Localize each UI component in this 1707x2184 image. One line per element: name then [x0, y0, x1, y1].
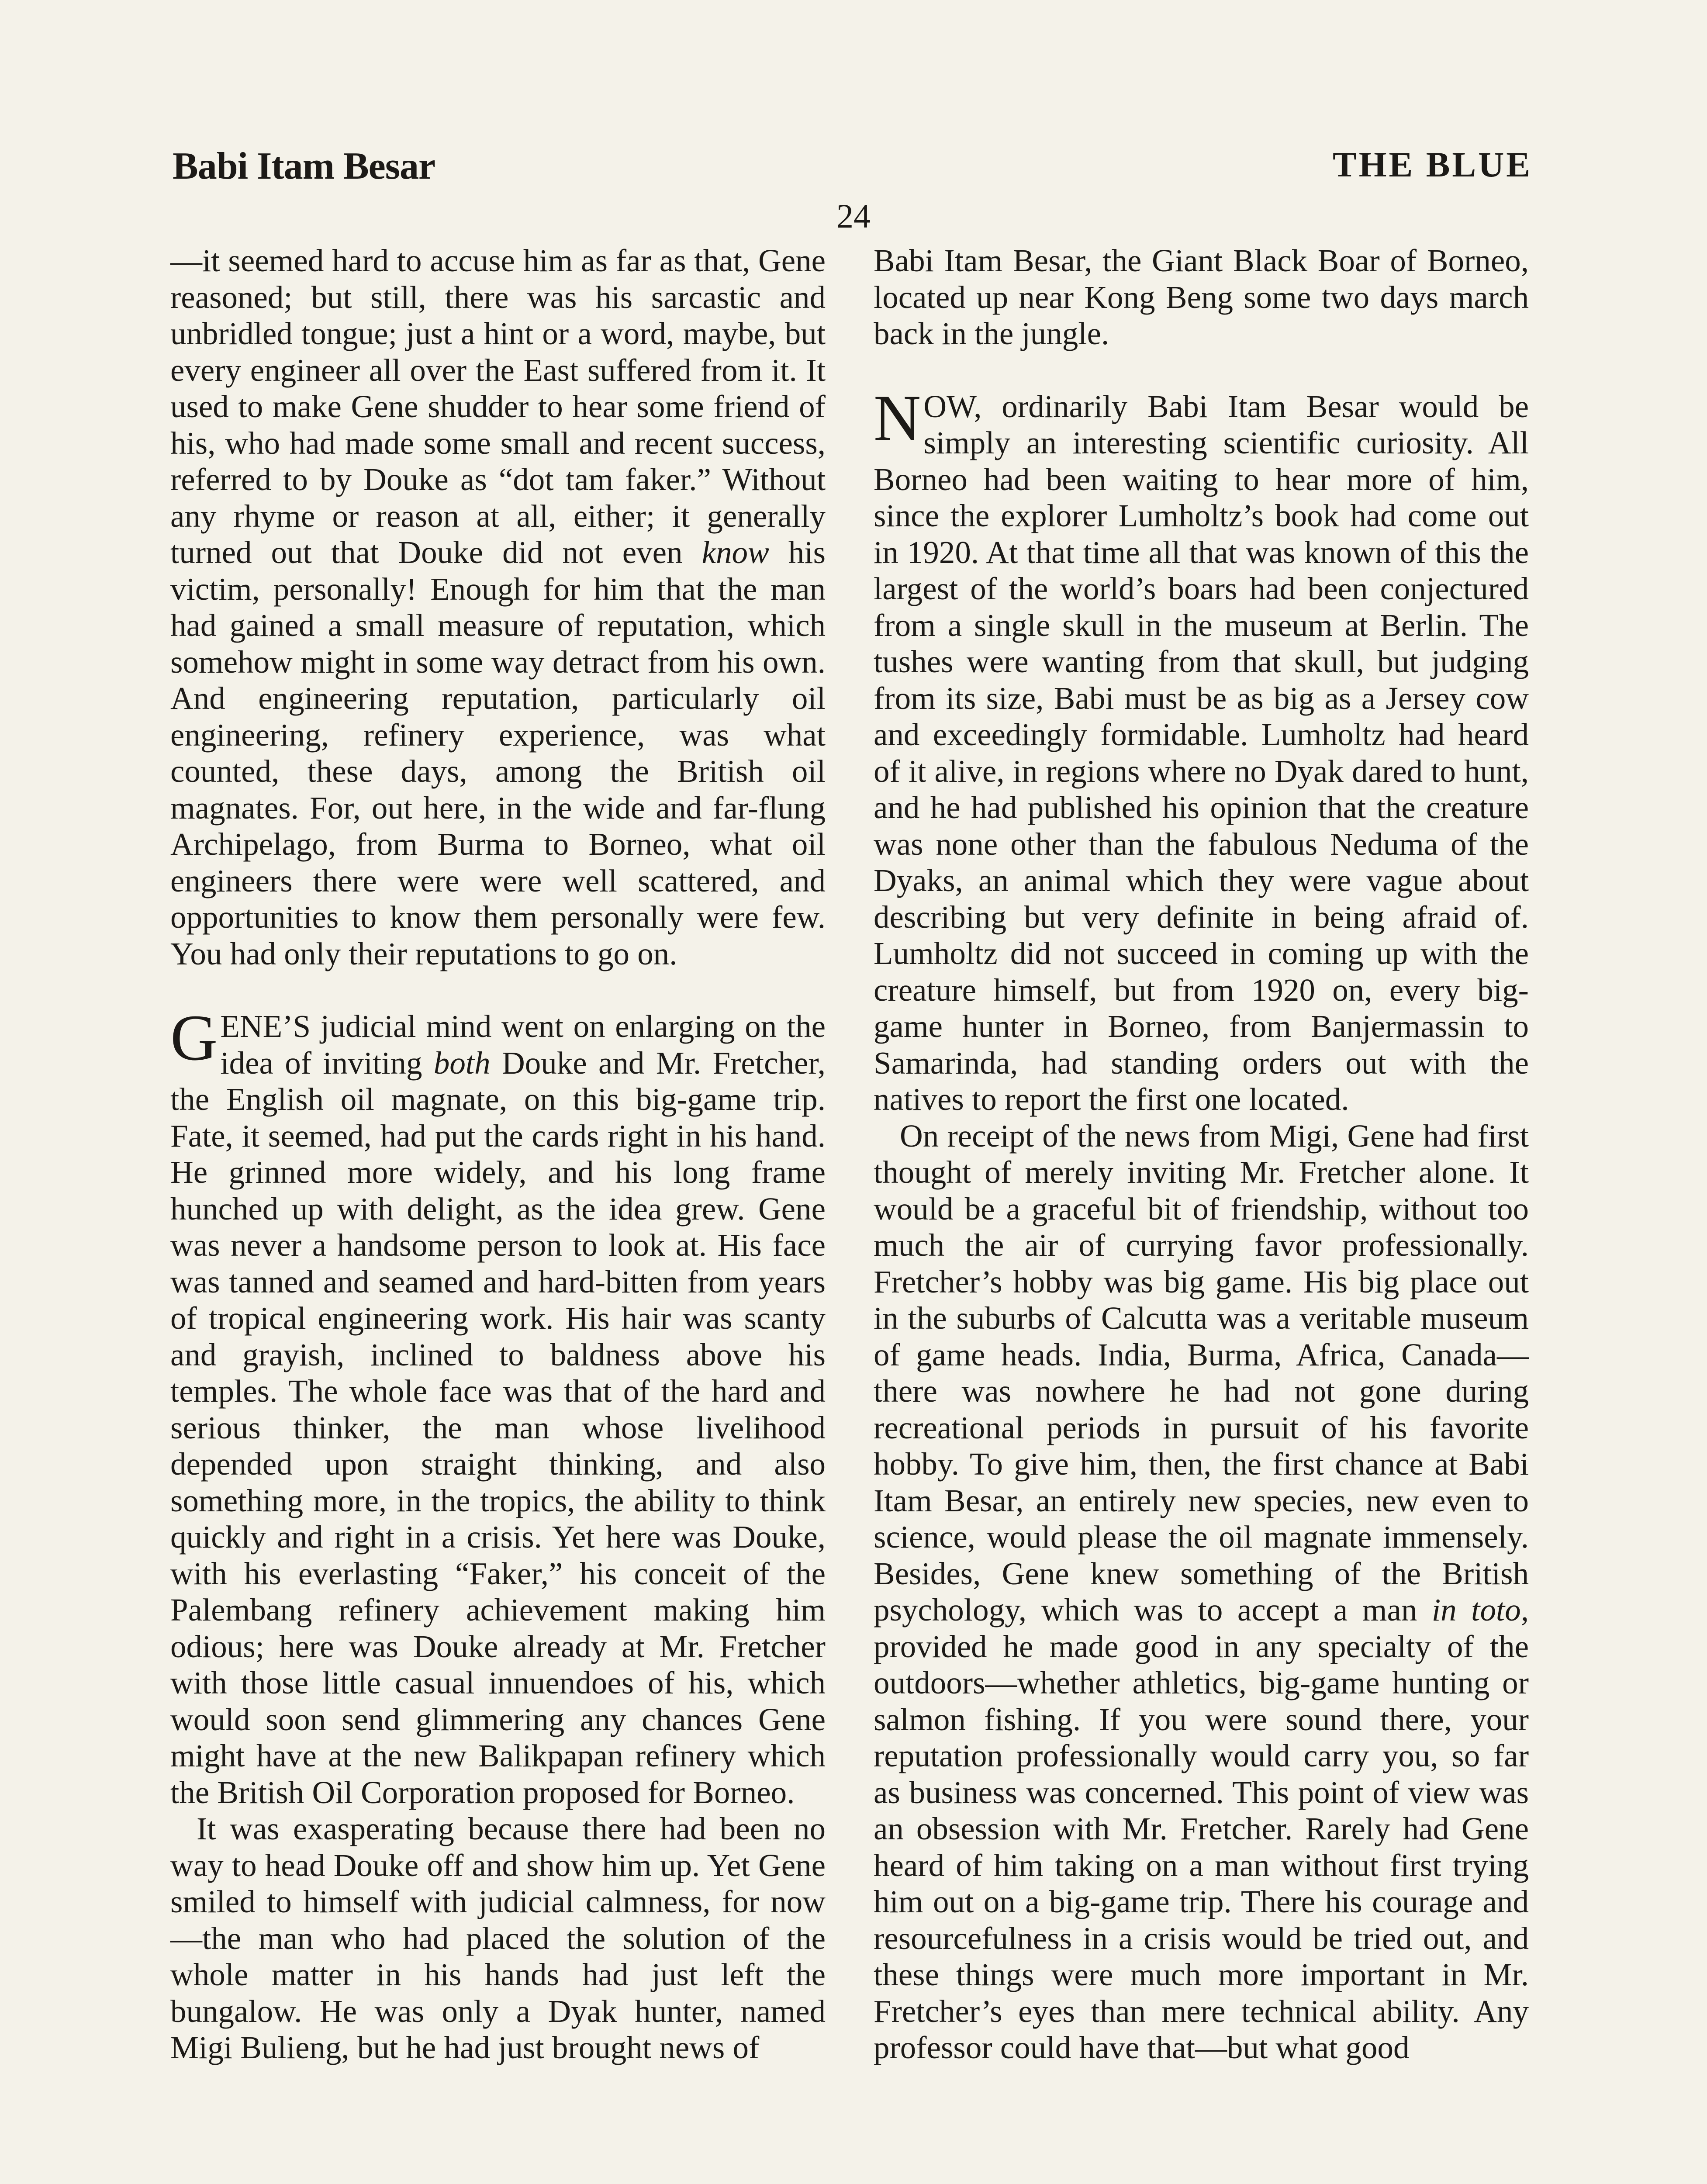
right-column: [874, 242, 1529, 2066]
paragraph: On receipt of the news from Migi, Gene had first thought of merely inviting Mr. Fretcher alone. It would be a graceful bit of friendship, without too much the air of currying favor professionally. Fretcher’s hobby was big game. His big place out in the suburbs of Calcutta was a veritable museum of game heads. India, Burma, Africa, Canada—there was nowhere he had not gone during recreational periods in pursuit of his favorite hobby. To give him, then, the first chance at Babi Itam Besar, an entirely new species, new even to science, would please the oil magnate immensely. Besides, Gene knew something of the British psychology, which was to accept a man in toto, provided he made good in any specialty of the outdoors—whether athletics, big-game hunting or salmon fishing. If you were sound there, your reputation professionally would carry you, so far as business was concerned. This point of view was an obsession with Mr. Fretcher. Rarely had Gene heard of him taking on a man without first trying him out on a big-game trip. There his courage and resourcefulness in a crisis would be tried out, and these things were much more important in Mr. Fretcher’s eyes than mere technical ability. Any professor could have that—but what good: [874, 1118, 1529, 2065]
page-number: 24: [836, 197, 871, 235]
emphasis-text: both: [433, 1045, 491, 1081]
paragraph: Babi Itam Besar, the Giant Black Boar of Borneo, located up near Kong Beng some two days march back in the jungle.: [874, 243, 1529, 351]
magazine-name: THE BLUE: [1333, 145, 1532, 184]
paragraph: GENE’S judicial mind went on enlarging on the idea of inviting both Douke and Mr. Fretcher, the English oil magnate, on this big-game trip. Fate, it seemed, had put the cards right in his hand. He grinned more widely, and his long frame hunched up with delight, as the idea grew. Gene was never a handsome person to look at. His face was tanned and seamed and hard-bitten from years of tropical engineering work. His hair was scanty and grayish, inclined to baldness above his temples. The whole face was that of the hard and serious thinker, the man whose livelihood depended upon straight thinking, and also something more, in the tropics, the ability to think quickly and right in a crisis. Yet here was Douke, with his everlasting “Faker,” his conceit of the Palembang refinery achievement making him odious; here was Douke already at Mr. Fretcher with those little casual innuendoes of his, which would soon send glimmering any chances Gene might have at the new Balikpapan refinery which the British Oil Corporation proposed for Borneo.: [170, 1002, 826, 1810]
paragraph: It was exasperating because there had been no way to head Douke off and show him up. Yet Gene smiled to himself with judicial calmness, for now—the man who had placed the solution of the whole matter in his hands had just left the bungalow. He was only a Dyak hunter, named Migi Bulieng, but he had just brought news of: [170, 1811, 826, 2065]
drop-cap: G: [170, 1002, 218, 1074]
emphasis-text: know: [701, 535, 769, 570]
story-title: Babi Itam Besar: [173, 145, 435, 187]
drop-cap: N: [874, 381, 921, 454]
left-column: [170, 242, 826, 2066]
paragraph: NOW, ordinarily Babi Itam Besar would be simply an interesting scientific curiosity. All Borneo had been waiting to hear more of him, since the explorer Lumholtz’s book had come out in 1920. At that time all that was known of this the largest of the world’s boars had been conjectured from a single skull in the museum at Berlin. The tushes were wanting from that skull, but judging from its size, Babi must be as big as a Jersey cow and exceedingly formidable. Lumholtz had heard of it alive, in regions where no Dyak dared to hunt, and he had published his opinion that the creature was none other than the fabulous Neduma of the Dyaks, an animal which they were vague about describing but very definite in being afraid of. Lumholtz did not succeed in coming up with the creature himself, but from 1920 on, every big-game hunter in Borneo, from Banjermassin to Samarinda, had standing orders out with the natives to report the first one located.: [874, 381, 1529, 1117]
emphasis-text: in toto,: [1431, 1592, 1529, 1628]
paragraph: —it seemed hard to accuse him as far as that, Gene reasoned; but still, there was his sarcastic and unbridled tongue; just a hint or a word, maybe, but every engineer all over the East suffered from it. It used to make Gene shudder to hear some friend of his, who had made some small and recent success, referred to by Douke as “dot tam faker.” Without any rhyme or reason at all, either; it generally turned out that Douke did not even know his victim, personally! Enough for him that the man had gained a small measure of reputation, which somehow might in some way detract from his own. And engineering reputation, particularly oil engineering, refinery experience, was what counted, these days, among the British oil magnates. For, out here, in the wide and far-flung Archipelago, from Burma to Borneo, what oil engineers there were were well scattered, and opportunities to know them personally were few. You had only their reputations to go on.: [170, 243, 826, 971]
